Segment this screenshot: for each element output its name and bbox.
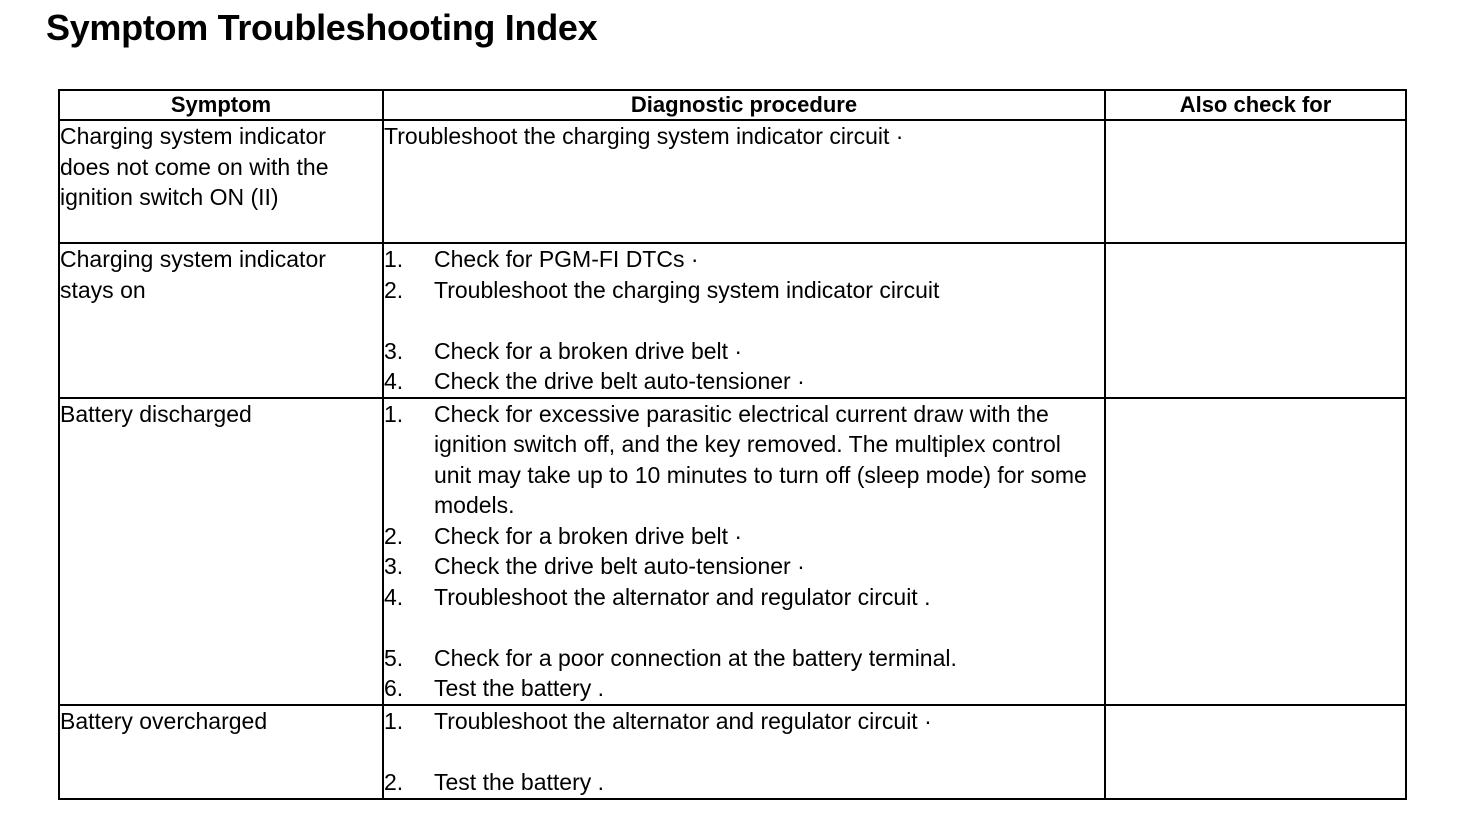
symptom-cell: Charging system indicator stays on xyxy=(59,243,383,398)
step-text: Test the battery . xyxy=(434,768,605,795)
step-number: 2. xyxy=(384,768,404,795)
step-text: Check for a broken drive belt · xyxy=(434,522,743,549)
step-text: Troubleshoot the alternator and regulator circuit . xyxy=(434,583,931,610)
step-number: 1. xyxy=(384,707,404,734)
procedure-step xyxy=(384,582,1104,613)
step-text: Check for PGM-FI DTCs · xyxy=(434,246,699,272)
step-text: Check for excessive parasitic electrical current draw with the ignition switch off, and the key removed. The multiplex control unit may take up to 10 minutes to turn off (sleep mode) for some models. xyxy=(434,400,1087,518)
procedure-cell xyxy=(383,398,1105,705)
procedure-cell xyxy=(383,120,1105,243)
symptom-cell: Battery overcharged xyxy=(59,705,383,799)
step-text: Check the drive belt auto-tensioner · xyxy=(434,368,805,394)
procedure-text: Troubleshoot the charging system indicator circuit · xyxy=(384,123,904,149)
step-number: 5. xyxy=(384,644,404,671)
step-number: 4. xyxy=(384,368,404,394)
also-check-cell xyxy=(1105,120,1406,243)
symptom-cell: Charging system indicator does not come on with the ignition switch ON (II) xyxy=(59,120,383,243)
also-check-cell xyxy=(1105,243,1406,398)
step-number: 6. xyxy=(384,675,404,701)
procedure-step xyxy=(384,244,1104,275)
step-number: 2. xyxy=(384,522,404,549)
header-also-check-for: Also check for xyxy=(1105,90,1406,120)
table-row xyxy=(59,243,1406,398)
header-symptom: Symptom xyxy=(59,90,383,120)
step-text: Check for a broken drive belt · xyxy=(434,337,743,364)
step-number: 1. xyxy=(384,246,404,272)
step-text: Check for a poor connection at the battery terminal. xyxy=(434,644,957,671)
also-check-cell xyxy=(1105,398,1406,705)
procedure-step xyxy=(384,551,1104,582)
step-text: Troubleshoot the alternator and regulator circuit · xyxy=(434,707,932,734)
procedure-step xyxy=(384,706,1104,737)
procedure-steps xyxy=(384,706,1104,798)
symptom-cell: Battery discharged xyxy=(59,398,383,705)
also-check-cell xyxy=(1105,705,1406,799)
step-number: 2. xyxy=(384,276,404,303)
troubleshooting-table xyxy=(58,89,1407,800)
table-row xyxy=(59,705,1406,799)
procedure-step xyxy=(384,275,1104,306)
procedure-step xyxy=(384,336,1104,367)
step-number: 3. xyxy=(384,553,404,579)
procedure-step xyxy=(384,673,1104,704)
procedure-steps xyxy=(384,244,1104,397)
procedure-cell xyxy=(383,705,1105,799)
table-row xyxy=(59,398,1406,705)
step-number: 1. xyxy=(384,400,404,427)
header-row xyxy=(59,90,1406,120)
procedure-step xyxy=(384,366,1104,397)
page-title: Symptom Troubleshooting Index xyxy=(46,7,598,48)
procedure-cell xyxy=(383,243,1105,398)
table-row xyxy=(59,120,1406,243)
step-text: Test the battery . xyxy=(434,675,605,701)
procedure-step xyxy=(384,643,1104,674)
procedure-steps xyxy=(384,399,1104,704)
step-text: Check the drive belt auto-tensioner · xyxy=(434,553,805,579)
step-number: 4. xyxy=(384,583,404,610)
procedure-step xyxy=(384,399,1104,521)
procedure-step xyxy=(384,521,1104,552)
step-number: 3. xyxy=(384,337,404,364)
header-diagnostic-procedure: Diagnostic procedure xyxy=(383,90,1105,120)
procedure-step xyxy=(384,767,1104,798)
step-text: Troubleshoot the charging system indicator circuit xyxy=(434,276,940,303)
